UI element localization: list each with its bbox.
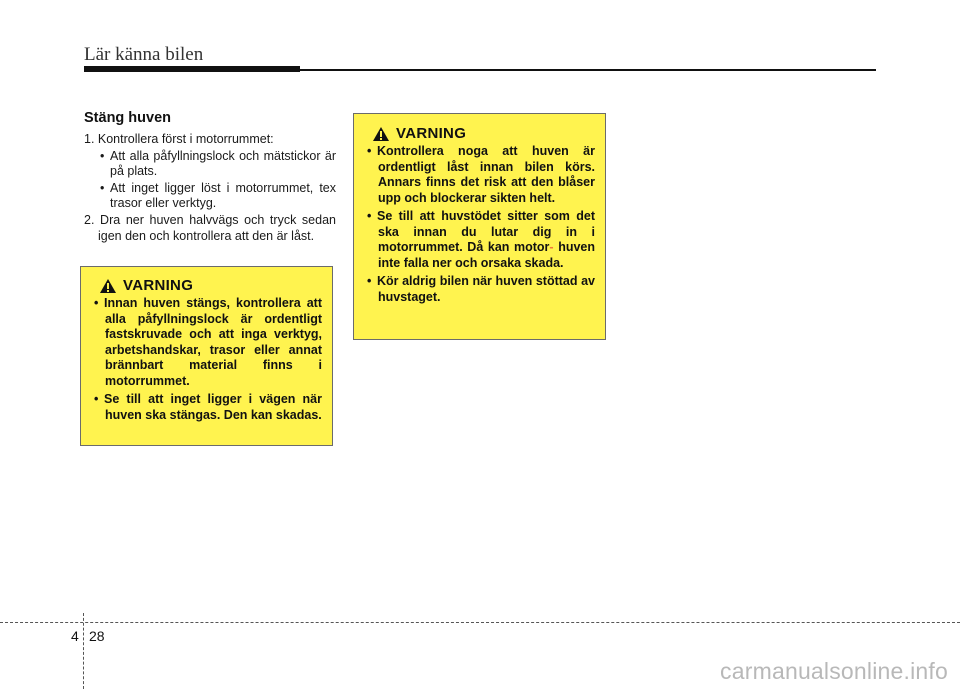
chapter-number: 4 — [71, 628, 79, 644]
warning-heading — [89, 277, 322, 294]
warning-item: • Kör aldrig bilen när huven stöttad av huvstaget. — [367, 274, 595, 304]
warning-heading — [362, 125, 595, 142]
warning-label: VARNING — [396, 125, 467, 142]
header-rule-thin — [300, 69, 876, 71]
warning-item: • Se till att inget ligger i vägen när huven ska stängas. Den kan skadas. — [94, 392, 322, 422]
warning-list — [89, 296, 322, 423]
footer-rule-horizontal — [0, 622, 960, 623]
header-rule-thick — [84, 66, 300, 72]
warning-triangle-icon — [372, 126, 390, 142]
footer-rule-vertical — [83, 613, 84, 689]
warning-item: • Kontrollera noga att huven är ordentligt låst innan bilen körs. Annars finns det risk att den blåser upp och blockerar sikten helt. — [367, 144, 595, 205]
bullet-item: • Att alla påfyllningslock och mätstickor är på plats. — [100, 148, 336, 179]
step-2: 2. Dra ner huven halvvägs och tryck sedan igen den och kontrollera att den är låst. — [84, 212, 336, 243]
warning-item: • Se till att huvstödet sitter som det ska innan du lutar dig in i motorrummet. Då kan motor- huven inte falla ner och orsaka skada. — [367, 209, 595, 270]
warning-box-right — [353, 113, 606, 340]
warning-triangle-icon — [99, 278, 117, 294]
warning-box-left — [80, 266, 333, 446]
page-number: 28 — [89, 628, 105, 644]
warning-label: VARNING — [123, 277, 194, 294]
warning-item: • Innan huven stängs, kontrollera att alla påfyllningslock är ordentligt fastskruvade och att inga verktyg, arbetshandskar, trasor eller annat brännbart material finns i motorrummet. — [94, 296, 322, 388]
header-title: Lär känna bilen — [84, 44, 204, 65]
bullet-dot: • — [100, 180, 105, 195]
watermark: carmanualsonline.info — [720, 658, 948, 684]
left-column — [84, 110, 336, 244]
section-title: Stäng huven — [84, 110, 172, 126]
bullet-item: • Att inget ligger löst i motorrummet, tex trasor eller verktyg. — [100, 180, 336, 211]
warning-list — [362, 144, 595, 305]
bullet-dot: • — [100, 148, 105, 163]
hyphen-mark: - — [549, 240, 554, 254]
step-1: 1. Kontrollera först i motorrummet: — [84, 132, 274, 146]
instructions — [84, 132, 336, 244]
